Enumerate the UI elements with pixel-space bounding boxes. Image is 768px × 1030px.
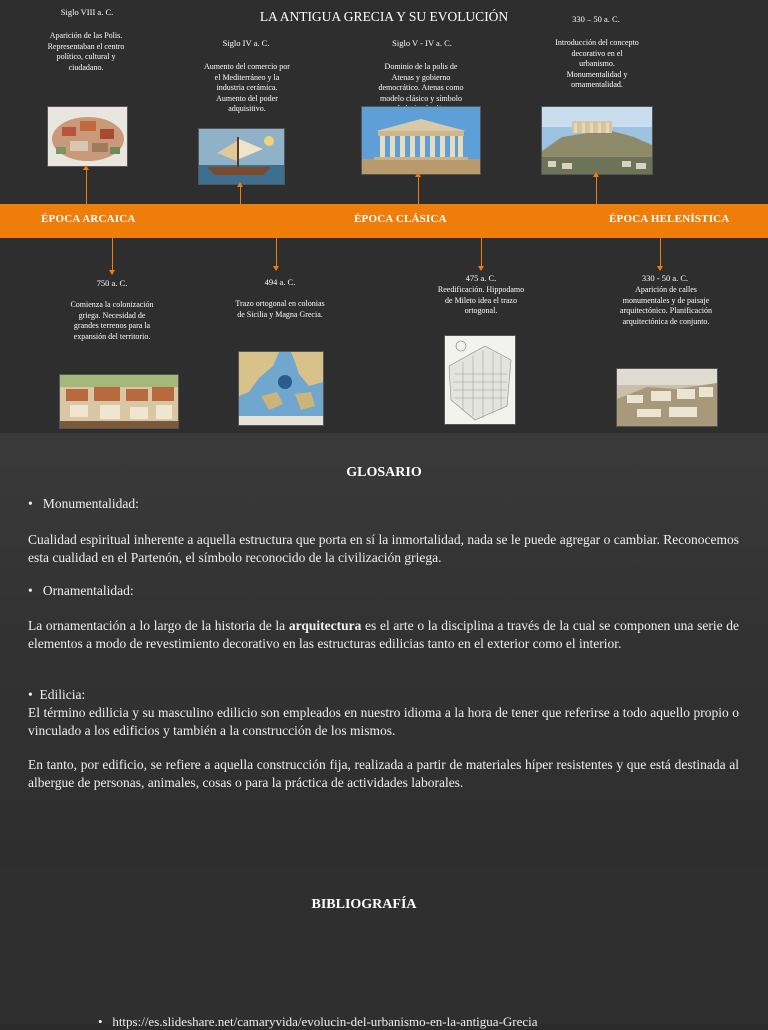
glossary-term: • Ornamentalidad:: [28, 583, 134, 598]
colonization-image: [59, 374, 179, 429]
event-date: 750 a. C.: [96, 278, 128, 288]
connector-arrow: [418, 173, 419, 204]
connector-arrow: [86, 166, 87, 204]
event-date: 330 – 50 a. C.: [572, 14, 620, 24]
connector-arrow: [660, 238, 661, 270]
era-label: ÉPOCA HELENÍSTICA: [609, 213, 730, 225]
timeline-section: [0, 0, 768, 433]
event-description: Trazo ortogonal en colonias de Sicilia y Magna Grecia.: [235, 299, 325, 319]
event-description: Comienza la colonización griega. Necesidad de grandes terrenos para la expansión del territorio.: [70, 300, 154, 341]
bibliography-link[interactable]: • https://es.slideshare.net/camaryvida/evolucin-del-urbanismo-en-la-antigua-Grecia: [98, 1014, 538, 1029]
connector-arrow: [276, 238, 277, 270]
acropolis-image: [541, 106, 653, 175]
event-description: Dominio de la polis de Atenas y gobierno democrático. Atenas como modelo clásico y símbolo: [378, 62, 464, 103]
event-date: 494 a. C.: [264, 277, 296, 287]
glossary-definition: En tanto, por edificio, se refiere a aquella construcción fija, realizada a partir de materiales híper resistentes y que está destinada al albergue de personas, animales, cosas o para la práctica de actividades laborales.: [28, 757, 739, 790]
connector-arrow: [112, 238, 113, 274]
polis-image: [47, 106, 128, 167]
event-description: Aparición de las Polis. Representaban el centro político, cultural y ciudadano.: [47, 31, 125, 72]
hellenistic-city-image: [616, 368, 718, 427]
event-date: 330 - 50 a. C.: [641, 273, 689, 283]
event-description: Introducción del concepto decorativo en el urbanismo. Monumentalidad y ornamentalidad.: [555, 38, 639, 89]
glossary-term: • Monumentalidad:: [28, 496, 139, 511]
ship-trade-image: [198, 128, 285, 185]
glossary-section: [0, 433, 768, 866]
event-date: 475 a. C.: [465, 273, 497, 283]
era-label: ÉPOCA ARCAICA: [41, 213, 136, 225]
glossary-definition: El término edilicia y su masculino edilicio son empleados en nuestro idioma a la hora de tener que referirse a todo aquello propio o vinculado a los edificios y también a la construcción de los mismos.: [28, 705, 739, 738]
parthenon-image: [361, 106, 481, 175]
timeline-title: LA ANTIGUA GRECIA Y SU EVOLUCIÓN: [259, 9, 509, 24]
era-label: ÉPOCA CLÁSICA: [354, 213, 447, 225]
bold-term: arquitectura: [288, 618, 362, 633]
connector-arrow: [481, 238, 482, 270]
miletus-plan-image: [444, 335, 516, 425]
glossary-term: • Edilicia:: [28, 687, 86, 702]
glossary-title: GLOSARIO: [346, 465, 422, 480]
event-description: Reedificación. Hippodamo de Mileto idea el trazo ortogonal.: [437, 285, 525, 315]
event-date: Siglo IV a. C.: [222, 38, 270, 48]
glossary-definition: Cualidad espiritual inherente a aquella estructura que porta en sí la inmortalidad, nada se le puede agregar o cambiar. Reconocemos esta cualidad en el Partenón, el símbolo reconocido de la civilización griega.: [28, 532, 739, 565]
event-date: Siglo VIII a. C.: [60, 7, 114, 17]
event-date: Siglo V - IV a. C.: [392, 38, 452, 48]
glossary-definition: La ornamentación a lo largo de la historia de la arquitectura es el arte o la disciplina a través de la cual se componen una serie de elementos a modo de revestimiento decorativo en las estructuras edilicias tanto en el exterior como el interior.: [28, 618, 739, 651]
connector-arrow: [240, 183, 241, 204]
bibliography-title: BIBLIOGRAFÍA: [311, 897, 417, 912]
magna-grecia-map-image: [238, 351, 324, 426]
connector-arrow: [596, 173, 597, 204]
event-description: Aparición de calles monumentales y de paisaje arquitectónico. Planificación arquitectónica de conjunto.: [620, 285, 712, 326]
event-description: Aumento del comercio por el Mediterráneo y la industria cerámica. Aumento del poder adquisitivo.: [204, 62, 290, 113]
bibliography-section: [0, 866, 768, 1029]
